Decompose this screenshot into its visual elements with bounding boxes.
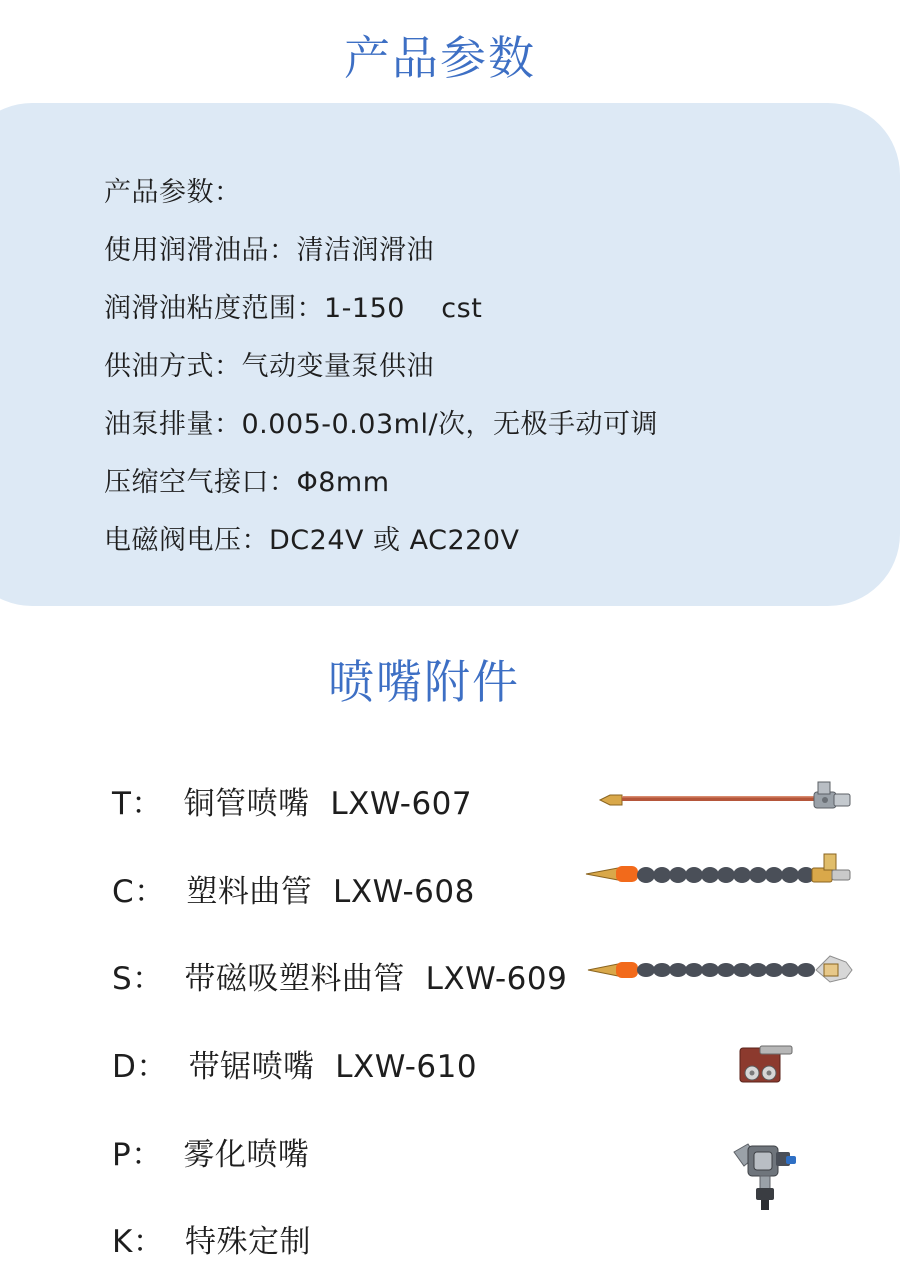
accessory-label-s: S： 带磁吸塑料曲管 LXW-609 bbox=[112, 961, 568, 997]
magnetic-plastic-flex-hose-nozzle-image bbox=[584, 950, 856, 986]
accessory-label-p: P： 雾化喷嘴 bbox=[112, 1137, 310, 1173]
param-line-supply-method: 供油方式：气动变量泵供油 bbox=[104, 351, 434, 382]
plastic-flex-hose-nozzle-image bbox=[584, 850, 856, 890]
copper-tube-nozzle-image bbox=[596, 778, 856, 818]
accessory-label-t: T： 铜管喷嘴 LXW-607 bbox=[112, 786, 473, 822]
param-line-header: 产品参数： bbox=[104, 177, 242, 208]
accessory-label-d: D： 带锯喷嘴 LXW-610 bbox=[112, 1049, 478, 1085]
param-line-pump-output: 油泵排量：0.005-0.03ml/次，无极手动可调 bbox=[104, 409, 659, 440]
param-line-lubricant: 使用润滑油品：清洁润滑油 bbox=[104, 235, 434, 266]
param-line-viscosity: 润滑油粘度范围：1-150 cst bbox=[104, 293, 483, 324]
band-saw-nozzle-image bbox=[736, 1040, 796, 1086]
params-section-title: 产品参数 bbox=[344, 31, 536, 85]
accessory-label-c: C： 塑料曲管 LXW-608 bbox=[112, 874, 475, 910]
param-line-valve-voltage: 电磁阀电压：DC24V 或 AC220V bbox=[104, 525, 520, 556]
accessories-section-title: 喷嘴附件 bbox=[328, 655, 520, 709]
param-line-air-port: 压缩空气接口：Φ8mm bbox=[104, 467, 390, 498]
atomizing-nozzle-image bbox=[730, 1138, 802, 1212]
accessory-label-k: K： 特殊定制 bbox=[112, 1224, 312, 1260]
